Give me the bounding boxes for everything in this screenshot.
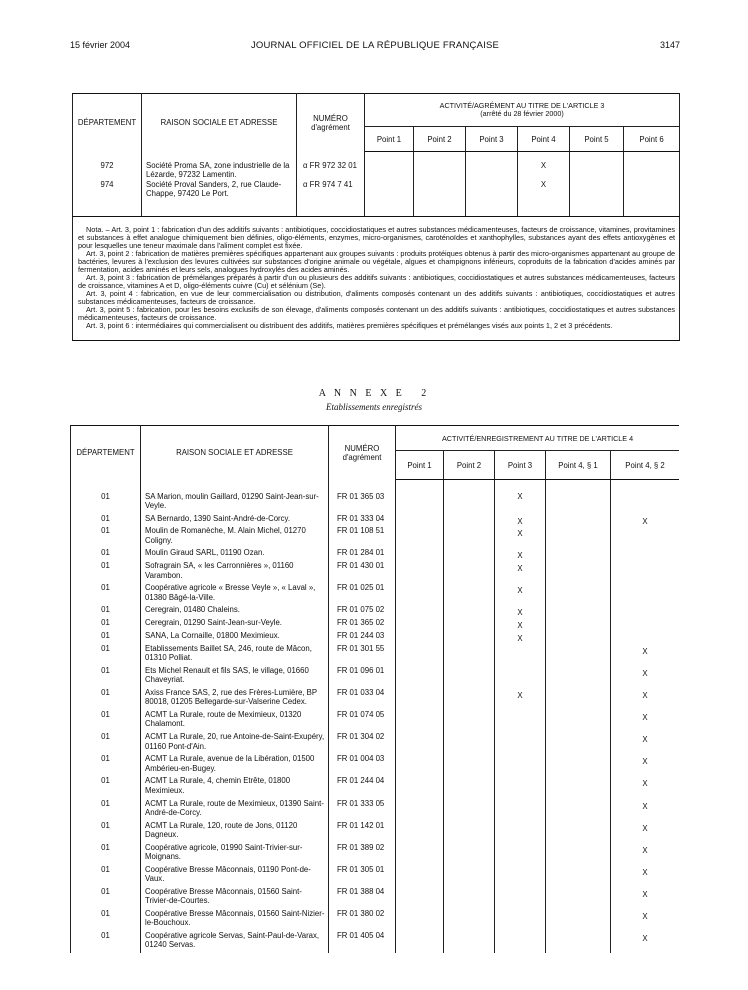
- point-mark-cell: [444, 754, 495, 776]
- point-mark-cell: [444, 631, 495, 644]
- col-activite: ACTIVITÉ/ENREGISTREMENT AU TITRE DE L'ARTICLE 4: [396, 426, 680, 451]
- point-mark-cell: [444, 514, 495, 527]
- point-mark-cell: X: [495, 526, 546, 548]
- point-mark-cell: X: [611, 732, 680, 754]
- point-mark-cell: [444, 887, 495, 909]
- table-row: [71, 666, 680, 688]
- raison-sociale-cell: Coopérative agricole Servas, Saint-Paul-de-Varax, 01240 Servas.: [141, 931, 329, 953]
- raison-sociale-cell: Coopérative Bresse Mâconnais, 01190 Pont-de-Vaux.: [141, 865, 329, 887]
- point-mark-cell: X: [518, 152, 570, 180]
- point-mark-cell: [495, 644, 546, 666]
- point-mark-cell: [444, 688, 495, 710]
- departement-cell: 01: [71, 799, 141, 821]
- point-mark-cell: X: [611, 666, 680, 688]
- numero-agrement-cell: FR 01 380 02: [329, 909, 396, 931]
- col-point: Point 4: [518, 127, 570, 152]
- table-note: [73, 216, 680, 341]
- departement-cell: 01: [71, 931, 141, 953]
- raison-sociale-cell: Moulin de Romanèche, M. Alain Michel, 01270 Coligny.: [141, 526, 329, 548]
- raison-sociale-cell: ACMT La Rurale, route de Meximieux, 01390 Saint-André-de-Corcy.: [141, 799, 329, 821]
- point-mark-cell: [546, 799, 611, 821]
- point-mark-cell: [495, 732, 546, 754]
- numero-agrement-cell: FR 01 365 03: [329, 480, 396, 514]
- point-mark-cell: [444, 931, 495, 953]
- table-row: [71, 909, 680, 931]
- departement-cell: 01: [71, 688, 141, 710]
- numero-agrement-cell: FR 01 305 01: [329, 865, 396, 887]
- raison-sociale-cell: Moulin Giraud SARL, 01190 Ozan.: [141, 548, 329, 561]
- col-point: Point 2: [444, 451, 495, 480]
- departement-cell: 01: [71, 480, 141, 514]
- point-mark-cell: [546, 821, 611, 843]
- point-mark-cell: X: [495, 631, 546, 644]
- point-mark-cell: [624, 152, 680, 180]
- raison-sociale-cell: Etablissements Baillet SA, 246, route de Mâcon, 01310 Polliat.: [141, 644, 329, 666]
- raison-sociale-cell: SANA, La Cornaille, 01800 Meximieux.: [141, 631, 329, 644]
- point-mark-cell: [546, 909, 611, 931]
- col-numero: [297, 94, 365, 152]
- point-mark-cell: [444, 843, 495, 865]
- departement-cell: 01: [71, 666, 141, 688]
- raison-sociale-cell: Ceregrain, 01290 Saint-Jean-sur-Veyle.: [141, 618, 329, 631]
- note-paragraph: Art. 3, point 2 : fabrication de matières premières spécifiques appartenant aux groupes suivants : produits protéiques obtenus à partir des micro-organismes appartenant au groupe de bactéries, levures à l'exclusion des levures cultivées sur substances d'origine animale ou végétale, algues et champignons inférieurs, coproduits de la fabrication d'acides aminés par fermentation, acides aminés et leurs sels, analogues hydroxylés des acides aminés.: [78, 248, 676, 274]
- table-row: [71, 799, 680, 821]
- point-mark-cell: X: [495, 583, 546, 605]
- table-row: [71, 561, 680, 583]
- col-numero-label: NUMÉRO: [344, 443, 380, 453]
- departement-cell: 01: [71, 887, 141, 909]
- point-mark-cell: [546, 776, 611, 798]
- departement-cell: 01: [71, 583, 141, 605]
- col-activite-label: ACTIVITÉ/AGRÉMENT AU TITRE DE L'ARTICLE 3: [439, 101, 605, 110]
- point-mark-cell: X: [495, 480, 546, 514]
- departement-cell: 01: [71, 618, 141, 631]
- table-row: [71, 526, 680, 548]
- point-mark-cell: X: [611, 909, 680, 931]
- numero-agrement-cell: FR 01 075 02: [329, 605, 396, 618]
- point-mark-cell: [546, 754, 611, 776]
- registered-establishments-table: [70, 425, 679, 953]
- point-mark-cell: [570, 152, 624, 180]
- table-row: [71, 514, 680, 527]
- departement-cell: 01: [71, 843, 141, 865]
- point-mark-cell: [444, 776, 495, 798]
- point-mark-cell: X: [611, 821, 680, 843]
- table-row: [71, 618, 680, 631]
- point-mark-cell: X: [611, 843, 680, 865]
- table-row: [71, 931, 680, 953]
- point-mark-cell: [495, 666, 546, 688]
- departement-cell: 01: [71, 644, 141, 666]
- point-mark-cell: [444, 821, 495, 843]
- point-mark-cell: X: [495, 514, 546, 527]
- point-mark-cell: [546, 514, 611, 527]
- departement-cell: 974: [73, 180, 142, 217]
- numero-agrement-cell: FR 01 108 51: [329, 526, 396, 548]
- point-mark-cell: [396, 821, 444, 843]
- point-mark-cell: X: [611, 776, 680, 798]
- point-mark-cell: X: [611, 514, 680, 527]
- point-mark-cell: X: [495, 548, 546, 561]
- point-mark-cell: [611, 583, 680, 605]
- point-mark-cell: [546, 644, 611, 666]
- numero-agrement-cell: FR 01 301 55: [329, 644, 396, 666]
- numero-agrement-cell: FR 01 025 01: [329, 583, 396, 605]
- table-row: [73, 152, 680, 180]
- header-date: 15 février 2004: [70, 40, 131, 50]
- numero-agrement-cell: FR 01 142 01: [329, 821, 396, 843]
- point-mark-cell: X: [495, 605, 546, 618]
- col-activite: [365, 94, 680, 127]
- departement-cell: 972: [73, 152, 142, 180]
- numero-agrement-cell: FR 01 304 02: [329, 732, 396, 754]
- numero-agrement-cell: FR 01 405 04: [329, 931, 396, 953]
- point-mark-cell: [495, 710, 546, 732]
- point-mark-cell: [396, 480, 444, 514]
- point-mark-cell: [414, 152, 466, 180]
- col-departement: DÉPARTEMENT: [73, 94, 142, 152]
- point-mark-cell: [396, 561, 444, 583]
- numero-agrement-cell: α FR 974 7 41: [297, 180, 365, 217]
- point-mark-cell: X: [495, 688, 546, 710]
- col-raison-sociale: RAISON SOCIALE ET ADRESSE: [142, 94, 297, 152]
- point-mark-cell: [466, 152, 518, 180]
- col-point: Point 6: [624, 127, 680, 152]
- point-mark-cell: [611, 631, 680, 644]
- point-mark-cell: X: [611, 865, 680, 887]
- numero-agrement-cell: FR 01 389 02: [329, 843, 396, 865]
- point-mark-cell: X: [495, 618, 546, 631]
- numero-agrement-cell: FR 01 096 01: [329, 666, 396, 688]
- col-numero-sub: d'agrément: [311, 122, 350, 132]
- raison-sociale-cell: Axiss France SAS, 2, rue des Frères-Lumière, BP 80018, 01205 Bellegarde-sur-Valserine Cedex.: [141, 688, 329, 710]
- point-mark-cell: [444, 732, 495, 754]
- departement-cell: 01: [71, 821, 141, 843]
- point-mark-cell: [495, 843, 546, 865]
- point-mark-cell: [611, 526, 680, 548]
- table-row: [71, 548, 680, 561]
- point-mark-cell: X: [518, 180, 570, 217]
- raison-sociale-cell: Société Proval Sanders, 2, rue Claude-Chappe, 97420 Le Port.: [142, 180, 297, 217]
- raison-sociale-cell: ACMT La Rurale, 4, chemin Etrête, 01800 Meximieux.: [141, 776, 329, 798]
- annexe-title: A N N E X E 2: [318, 388, 430, 399]
- point-mark-cell: [396, 843, 444, 865]
- table-row: [71, 631, 680, 644]
- numero-agrement-cell: FR 01 033 04: [329, 688, 396, 710]
- point-mark-cell: [396, 710, 444, 732]
- point-mark-cell: [396, 548, 444, 561]
- departement-cell: 01: [71, 710, 141, 732]
- col-numero: [329, 426, 396, 480]
- point-mark-cell: [396, 776, 444, 798]
- numero-agrement-cell: FR 01 284 01: [329, 548, 396, 561]
- departement-cell: 01: [71, 865, 141, 887]
- departement-cell: 01: [71, 732, 141, 754]
- note-paragraph: Nota. – Art. 3, point 1 : fabrication d'un des additifs suivants : antibiotiques, coccidiostatiques et autres substances médicamenteuses, facteurs de croissance, vitamines, provitamines et substances à effet analogue chimiquement bien définies, oligo-éléments, enzymes, micro-organismes, caroténoïdes et xanthophylles, substances ayant des effets antioxygènes et pour lesquelles une teneur maximale dans l'aliment complet est fixée.: [78, 224, 676, 250]
- numero-agrement-cell: FR 01 430 01: [329, 561, 396, 583]
- raison-sociale-cell: SA Marion, moulin Gaillard, 01290 Saint-Jean-sur-Veyle.: [141, 480, 329, 514]
- numero-agrement-cell: FR 01 333 04: [329, 514, 396, 527]
- point-mark-cell: [396, 583, 444, 605]
- point-mark-cell: [444, 583, 495, 605]
- raison-sociale-cell: SA Bernardo, 1390 Saint-André-de-Corcy.: [141, 514, 329, 527]
- point-mark-cell: X: [611, 710, 680, 732]
- col-activite-sub: (arrêté du 28 février 2000): [480, 109, 564, 118]
- point-mark-cell: [546, 887, 611, 909]
- col-point: Point 2: [414, 127, 466, 152]
- registered-establishments-section: [70, 425, 679, 985]
- point-mark-cell: [396, 514, 444, 527]
- point-mark-cell: [546, 583, 611, 605]
- point-mark-cell: [546, 526, 611, 548]
- point-mark-cell: [495, 865, 546, 887]
- point-mark-cell: [611, 618, 680, 631]
- point-mark-cell: [396, 887, 444, 909]
- point-mark-cell: [396, 644, 444, 666]
- point-mark-cell: X: [611, 931, 680, 953]
- col-point: Point 3: [495, 451, 546, 480]
- table-row: [71, 732, 680, 754]
- numero-agrement-cell: FR 01 365 02: [329, 618, 396, 631]
- col-departement: DÉPARTEMENT: [71, 426, 141, 480]
- point-mark-cell: [495, 887, 546, 909]
- raison-sociale-cell: Ceregrain, 01480 Chaleins.: [141, 605, 329, 618]
- point-mark-cell: X: [611, 644, 680, 666]
- table-row: [71, 754, 680, 776]
- table-row: [71, 710, 680, 732]
- point-mark-cell: [570, 180, 624, 217]
- point-mark-cell: [396, 732, 444, 754]
- point-mark-cell: [444, 618, 495, 631]
- raison-sociale-cell: Société Proma SA, zone industrielle de la Lézarde, 97232 Lamentin.: [142, 152, 297, 180]
- point-mark-cell: [444, 548, 495, 561]
- point-mark-cell: [495, 799, 546, 821]
- note-paragraph: Art. 3, point 5 : fabrication, pour les besoins exclusifs de son élevage, d'aliments composés contenant un des additifs suivants : antibiotiques, coccidiostatiques et autres substances médicamenteuses, facteurs de croissance.: [78, 304, 676, 323]
- annexe-subtitle: Etablissements enregistrés: [326, 402, 422, 412]
- note-paragraph: Art. 3, point 6 : intermédiaires qui commercialisent ou distribuent des additifs, matières premières spécifiques et prémélanges visés aux points 1, 2 et 3 précédents.: [86, 321, 613, 331]
- point-mark-cell: [414, 180, 466, 217]
- table-row: [71, 583, 680, 605]
- point-mark-cell: [611, 561, 680, 583]
- point-mark-cell: X: [611, 754, 680, 776]
- point-mark-cell: [546, 931, 611, 953]
- point-mark-cell: [444, 561, 495, 583]
- numero-agrement-cell: FR 01 074 05: [329, 710, 396, 732]
- raison-sociale-cell: ACMT La Rurale, 120, route de Jons, 01120 Dagneux.: [141, 821, 329, 843]
- point-mark-cell: [396, 631, 444, 644]
- point-mark-cell: [444, 710, 495, 732]
- departement-cell: 01: [71, 605, 141, 618]
- point-mark-cell: [546, 865, 611, 887]
- point-mark-cell: [396, 618, 444, 631]
- table-row: [71, 865, 680, 887]
- point-mark-cell: [444, 865, 495, 887]
- raison-sociale-cell: Sofragrain SA, « les Carronnières », 01160 Varambon.: [141, 561, 329, 583]
- page-header: [70, 40, 680, 54]
- journal-title: JOURNAL OFFICIEL DE LA RÉPUBLIQUE FRANÇAISE: [250, 40, 500, 51]
- numero-agrement-cell: FR 01 244 04: [329, 776, 396, 798]
- point-mark-cell: [546, 732, 611, 754]
- table-row: [71, 821, 680, 843]
- departement-cell: 01: [71, 526, 141, 548]
- numero-agrement-cell: α FR 972 32 01: [297, 152, 365, 180]
- point-mark-cell: [546, 843, 611, 865]
- numero-agrement-cell: FR 01 004 03: [329, 754, 396, 776]
- numero-agrement-cell: FR 01 388 04: [329, 887, 396, 909]
- point-mark-cell: [365, 180, 414, 217]
- point-mark-cell: [396, 754, 444, 776]
- raison-sociale-cell: Ets Michel Renault et fils SAS, le village, 01660 Chaveyriat.: [141, 666, 329, 688]
- table-row: [71, 776, 680, 798]
- point-mark-cell: [611, 548, 680, 561]
- point-mark-cell: [444, 605, 495, 618]
- table-row: [71, 843, 680, 865]
- table-row: [71, 887, 680, 909]
- raison-sociale-cell: ACMT La Rurale, 20, rue Antoine-de-Saint-Exupéry, 01160 Pont-d'Ain.: [141, 732, 329, 754]
- point-mark-cell: [495, 909, 546, 931]
- point-mark-cell: [444, 799, 495, 821]
- table-row: [73, 180, 680, 217]
- col-point: Point 3: [466, 127, 518, 152]
- point-mark-cell: [546, 618, 611, 631]
- departement-cell: 01: [71, 754, 141, 776]
- point-mark-cell: [546, 480, 611, 514]
- point-mark-cell: [611, 480, 680, 514]
- numero-agrement-cell: FR 01 333 05: [329, 799, 396, 821]
- table-row: [71, 605, 680, 618]
- point-mark-cell: X: [611, 887, 680, 909]
- point-mark-cell: [546, 631, 611, 644]
- raison-sociale-cell: ACMT La Rurale, avenue de la Libération, 01500 Ambérieu-en-Bugey.: [141, 754, 329, 776]
- point-mark-cell: X: [495, 561, 546, 583]
- point-mark-cell: [546, 561, 611, 583]
- point-mark-cell: [466, 180, 518, 217]
- departement-cell: 01: [71, 561, 141, 583]
- raison-sociale-cell: Coopérative agricole, 01990 Saint-Trivier-sur-Moignans.: [141, 843, 329, 865]
- point-mark-cell: [611, 605, 680, 618]
- point-mark-cell: X: [611, 688, 680, 710]
- col-point: Point 1: [365, 127, 414, 152]
- point-mark-cell: [546, 688, 611, 710]
- point-mark-cell: [396, 865, 444, 887]
- table-row: [71, 644, 680, 666]
- point-mark-cell: [495, 821, 546, 843]
- point-mark-cell: [365, 152, 414, 180]
- col-point: Point 4, § 1: [546, 451, 611, 480]
- point-mark-cell: [444, 909, 495, 931]
- departement-cell: 01: [71, 514, 141, 527]
- table-row: [71, 480, 680, 514]
- point-mark-cell: [396, 799, 444, 821]
- raison-sociale-cell: Coopérative Bresse Mâconnais, 01560 Saint-Nizier-le-Bouchoux.: [141, 909, 329, 931]
- numero-agrement-cell: FR 01 244 03: [329, 631, 396, 644]
- point-mark-cell: [444, 666, 495, 688]
- point-mark-cell: [444, 480, 495, 514]
- note-paragraph: Art. 3, point 3 : fabrication de prémélanges préparés à partir d'un ou plusieurs des additifs suivants : antibiotiques, coccidiostatiques et autres substances médicamenteuses, facteurs de croissance, vitamines A et D, oligo-éléments cuivre (Cu) et sélénium (Se).: [78, 272, 676, 290]
- point-mark-cell: [396, 526, 444, 548]
- point-mark-cell: [546, 710, 611, 732]
- point-mark-cell: [396, 688, 444, 710]
- point-mark-cell: [495, 754, 546, 776]
- note-paragraph: Art. 3, point 4 : fabrication, en vue de leur commercialisation ou distribution, d'aliments composés contenant un des additifs suivants : antibiotiques, coccidiostatiques et autres substances médicamenteuses, facteurs de croissance.: [78, 288, 676, 306]
- table-row: [71, 688, 680, 710]
- col-raison-sociale: RAISON SOCIALE ET ADRESSE: [141, 426, 329, 480]
- point-mark-cell: X: [611, 799, 680, 821]
- point-mark-cell: [546, 605, 611, 618]
- departement-cell: 01: [71, 548, 141, 561]
- raison-sociale-cell: Coopérative agricole « Bresse Veyle », « Laval », 01380 Bâgé-la-Ville.: [141, 583, 329, 605]
- raison-sociale-cell: ACMT La Rurale, route de Meximieux, 01320 Chalamont.: [141, 710, 329, 732]
- col-point: Point 4, § 2: [611, 451, 680, 480]
- point-mark-cell: [495, 931, 546, 953]
- point-mark-cell: [396, 909, 444, 931]
- col-numero-sub: d'agrément: [342, 452, 382, 462]
- raison-sociale-cell: Coopérative Bresse Mâconnais, 01560 Saint-Trivier-de-Courtes.: [141, 887, 329, 909]
- col-numero-label: NUMÉRO: [313, 113, 348, 123]
- departement-cell: 01: [71, 909, 141, 931]
- point-mark-cell: [495, 776, 546, 798]
- page-number: 3147: [659, 40, 680, 50]
- approved-establishments-table: [72, 93, 680, 341]
- point-mark-cell: [624, 180, 680, 217]
- point-mark-cell: [396, 931, 444, 953]
- point-mark-cell: [546, 666, 611, 688]
- point-mark-cell: [396, 666, 444, 688]
- departement-cell: 01: [71, 776, 141, 798]
- point-mark-cell: [444, 644, 495, 666]
- point-mark-cell: [396, 605, 444, 618]
- point-mark-cell: [546, 548, 611, 561]
- departement-cell: 01: [71, 631, 141, 644]
- col-point: Point 1: [396, 451, 444, 480]
- point-mark-cell: [444, 526, 495, 548]
- col-point: Point 5: [570, 127, 624, 152]
